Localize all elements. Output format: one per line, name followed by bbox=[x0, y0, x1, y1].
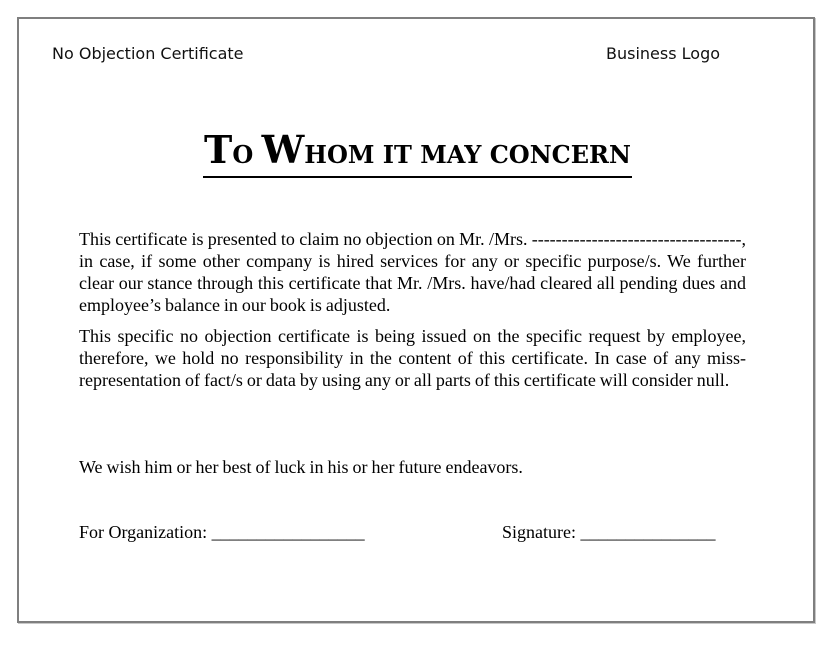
signature-line: Signature: _______________ bbox=[502, 522, 716, 542]
title-rest-text: HOM IT MAY CONCERN bbox=[304, 140, 631, 169]
organization-signature-line: For Organization: _________________ bbox=[79, 522, 365, 542]
title-cap-t: T bbox=[204, 127, 233, 172]
certificate-title bbox=[0, 129, 835, 178]
paragraph-claim: This certificate is presented to claim no objection on Mr. /Mrs. -----------------------------------, in case, if some other company is hired services for any or specific purpose/s. We further clear our stance through this certificate that Mr. /Mrs. have/had cleared all pending dues and employee’s balance in our book is adjusted. bbox=[79, 229, 746, 315]
paragraph-wishes: We wish him or her best of luck in his or her future endeavors. bbox=[79, 457, 523, 477]
title-cap-w: W bbox=[261, 127, 305, 172]
paragraph-responsibility: This specific no objection certificate is being issued on the specific request by employee, therefore, we hold no responsibility in the content of this certificate. In case of any miss-representation of fact/s or data by using any or all parts of this certificate will consider null. bbox=[79, 326, 746, 390]
certificate-header-label: No Objection Certificate bbox=[52, 44, 244, 63]
title-underline bbox=[203, 129, 632, 178]
business-logo-placeholder: Business Logo bbox=[606, 44, 721, 63]
title-rest-o: O bbox=[232, 140, 254, 169]
